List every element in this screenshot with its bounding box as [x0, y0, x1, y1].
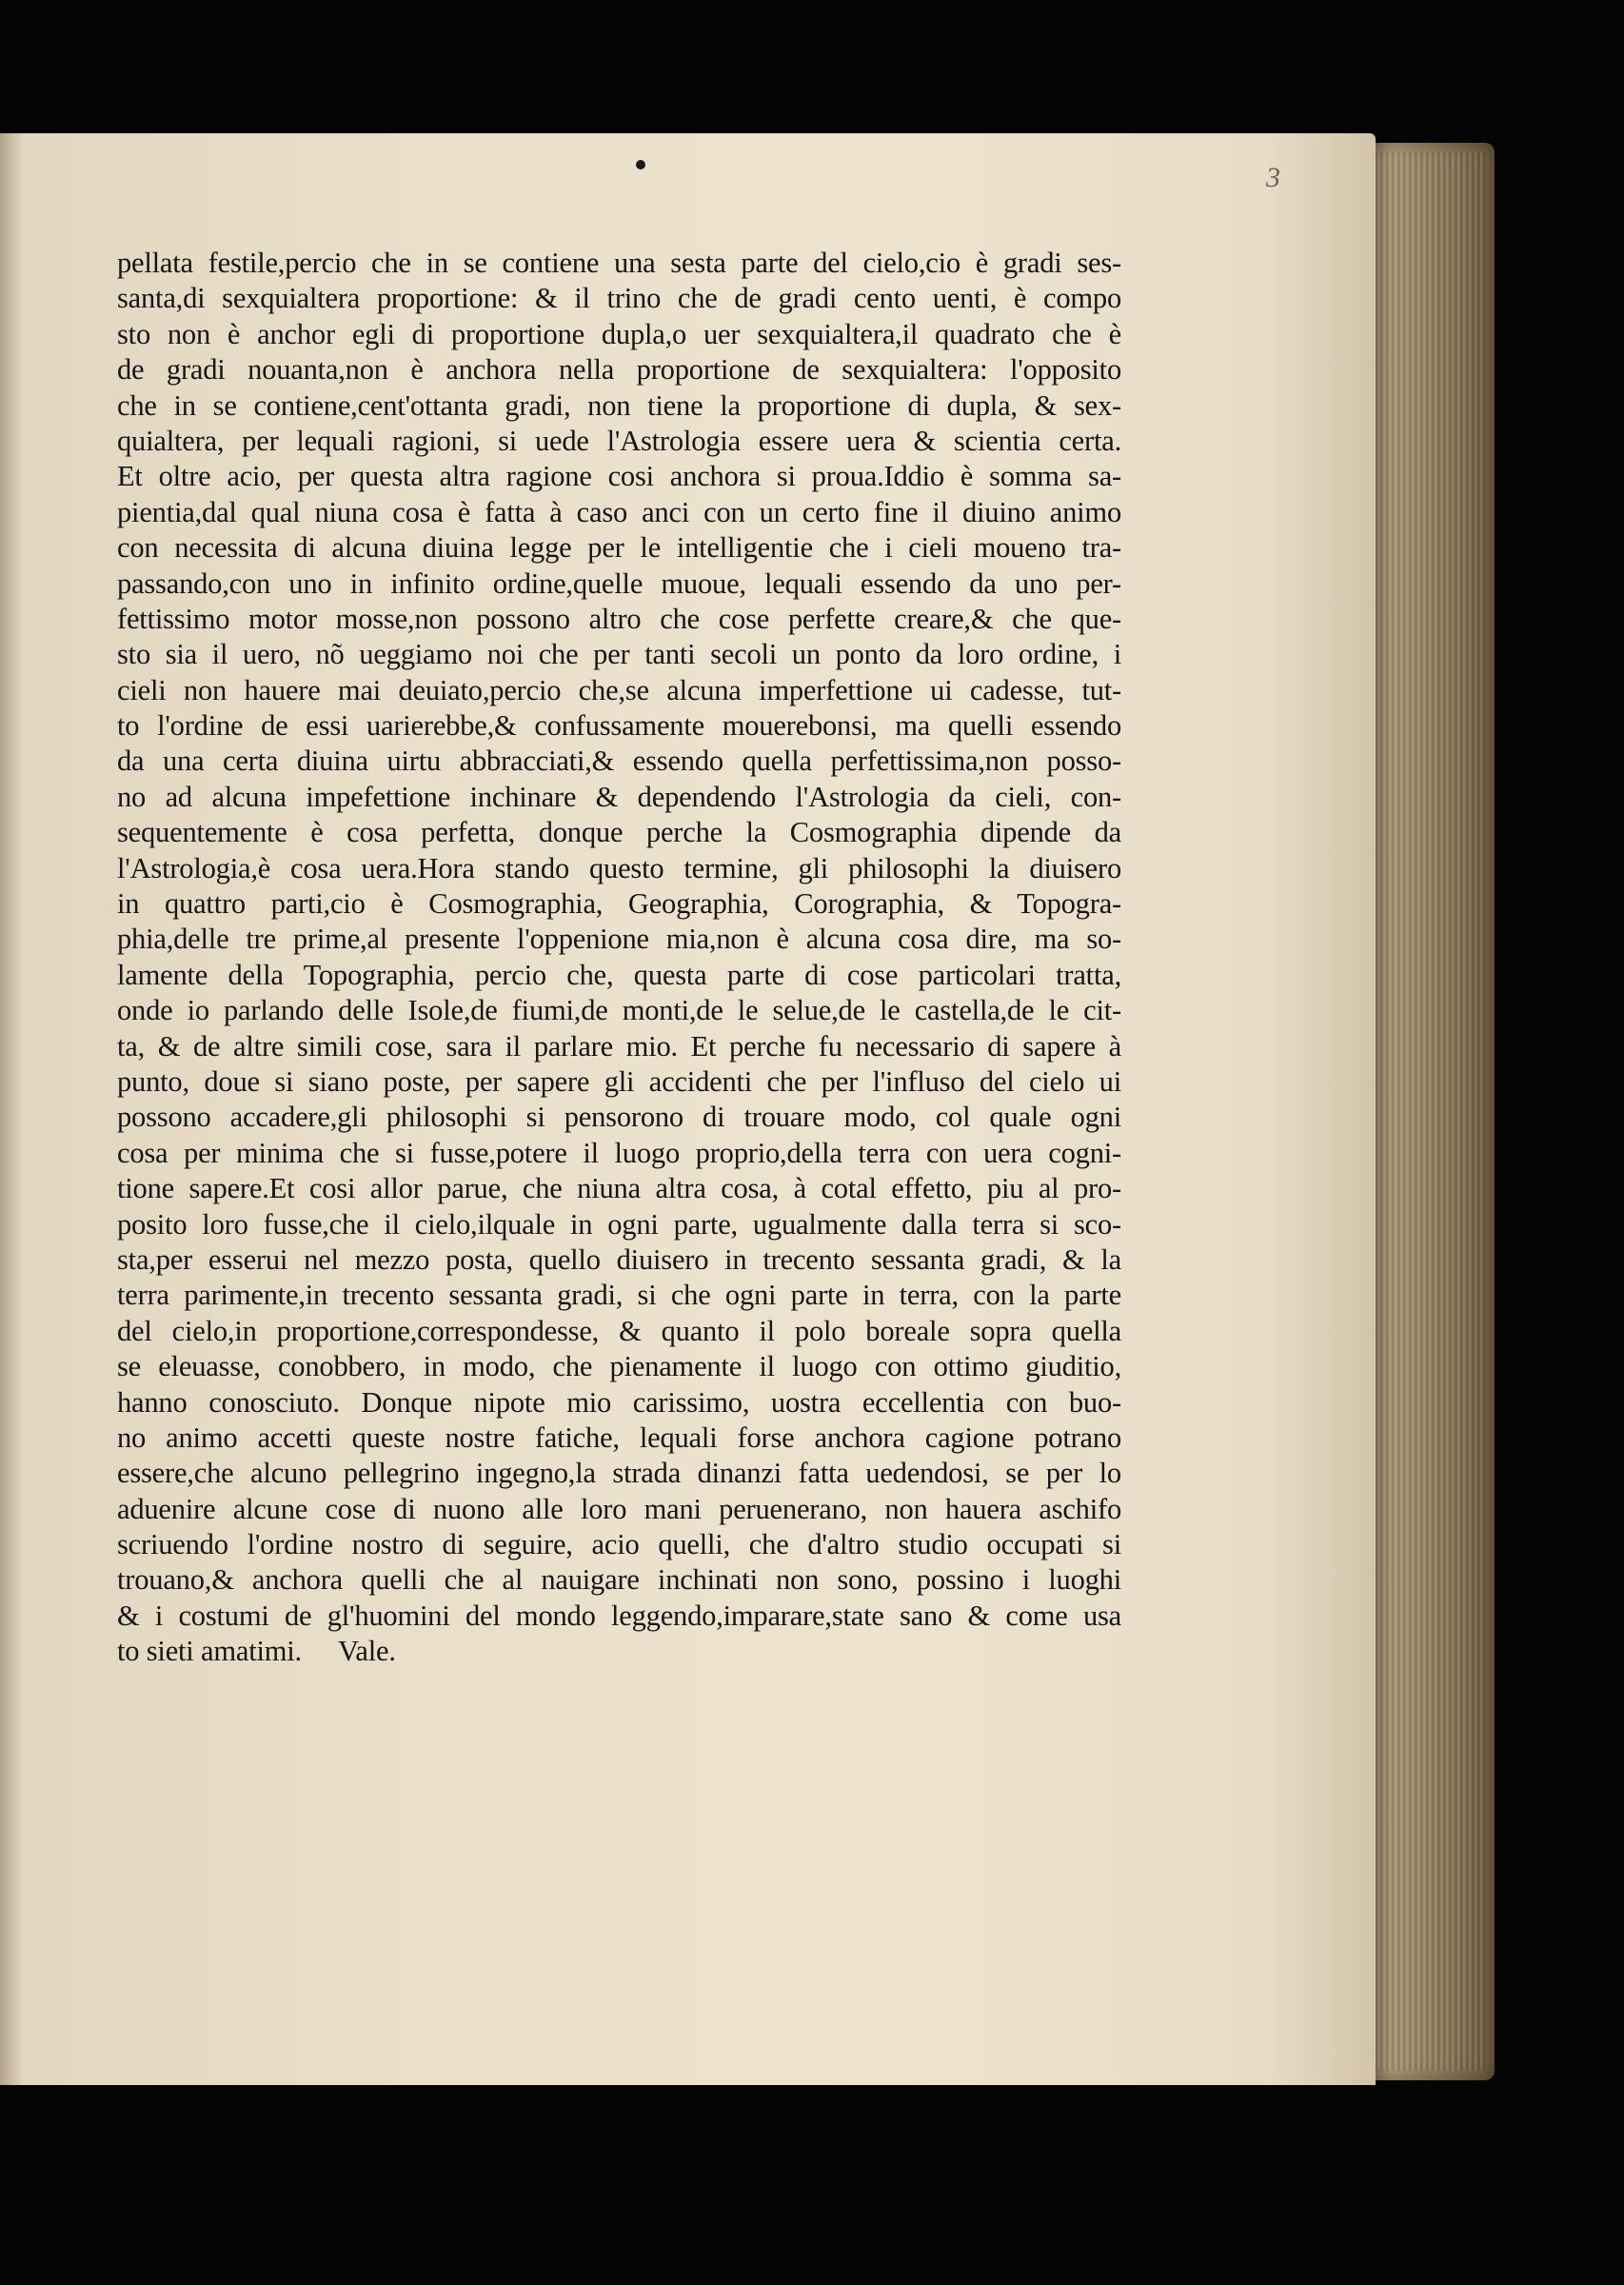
text-line-content: pellata festile,percio che in se contiene una sesta parte del cielo,cio è gradi ses-	[117, 247, 1121, 279]
text-line	[117, 637, 1121, 672]
text-line-content: sequentemente è cosa perfetta, donque perche la Cosmographia dipende da	[117, 816, 1121, 849]
text-line-content: del cielo,in proportione,correspondesse, & quanto il polo boreale sopra quella	[117, 1314, 1121, 1347]
text-line	[117, 1207, 1121, 1242]
text-line-content: cieli non hauere mai deuiato,percio che,se alcuna imperfettione ui cadesse, tut-	[117, 673, 1121, 706]
text-line-content: sto non è anchor egli di proportione dupla,o uer sexquialtera,il quadrato che è	[117, 317, 1121, 350]
text-line-content: Et oltre acio, per questa altra ragione cosi anchora si proua.Iddio è somma sa-	[117, 460, 1121, 493]
text-line	[117, 1100, 1121, 1135]
text-line	[117, 424, 1121, 459]
body-text	[117, 246, 1121, 1670]
text-line	[117, 815, 1121, 850]
text-line	[117, 1136, 1121, 1171]
text-line	[117, 1349, 1121, 1384]
text-line	[117, 993, 1121, 1028]
text-line	[117, 1385, 1121, 1421]
text-line	[117, 1492, 1121, 1527]
text-line-content: l'Astrologia,è cosa uera.Hora stando questo termine, gli philosophi la diuisero	[117, 851, 1121, 884]
text-line	[117, 1171, 1121, 1206]
text-line	[117, 780, 1121, 815]
text-line-content: in quattro parti,cio è Cosmographia, Geographia, Corographia, & Topogra-	[117, 887, 1121, 921]
text-line-content: quialtera, per lequali ragioni, si uede l'Astrologia essere uera & scientia certa.	[117, 424, 1121, 457]
text-line-content: se eleuasse, conobbero, in modo, che pienamente il luogo con ottimo giuditio,	[117, 1350, 1121, 1383]
ink-dot	[636, 160, 645, 169]
text-line	[117, 317, 1121, 352]
text-line-content: possono accadere,gli philosophi si pensorono di trouare modo, col quale ogni	[117, 1101, 1121, 1134]
text-line-content: onde io parlando delle Isole,de fiumi,de monti,de le selue,de le castella,de le cit-	[117, 994, 1121, 1027]
text-line	[117, 566, 1121, 602]
text-line-content: passando,con uno in infinito ordine,quelle muoue, lequali essendo da uno per-	[117, 566, 1121, 600]
text-line-content: hanno conosciuto. Donque nipote mio carissimo, uostra eccellentia con buo-	[117, 1385, 1121, 1419]
text-line-content: scriuendo l'ordine nostro di seguire, acio quelli, che d'altro studio occupati si	[117, 1528, 1121, 1561]
text-line	[117, 459, 1121, 494]
text-line-content: sta,per esserui nel mezzo posta, quello diuisero in trecento sessanta gradi, & la	[117, 1242, 1121, 1276]
text-line	[117, 1562, 1121, 1598]
text-line-content: no ad alcuna impefettione inchinare & dependendo l'Astrologia da cieli, con-	[117, 780, 1121, 813]
text-line-content: cosa per minima che si fusse,potere il luogo proprio,della terra con uera cogni-	[117, 1136, 1121, 1169]
text-line-content: santa,di sexquialtera proportione: & il trino che de gradi cento uenti, è compo	[117, 282, 1121, 315]
text-line-content: pientia,dal qual niuna cosa è fatta à caso anci con un certo fine il diuino animo	[117, 495, 1121, 528]
text-line-content: phia,delle tre prime,al presente l'oppenione mia,non è alcuna cosa dire, ma so-	[117, 923, 1121, 956]
folio-number: 3	[1266, 162, 1280, 193]
text-line-content: posito loro fusse,che il cielo,ilquale in ogni parte, ugualmente dalla terra si sco-	[117, 1207, 1121, 1241]
text-line	[117, 1278, 1121, 1313]
text-line	[117, 744, 1121, 779]
text-line-content: lamente della Topographia, percio che, questa parte di cose particolari tratta,	[117, 958, 1121, 991]
text-line	[117, 246, 1121, 281]
text-line	[117, 958, 1121, 993]
text-line-content: to sieti amatimi.	[117, 1635, 302, 1668]
text-line-content: trouano,& anchora quelli che al nauigare inchinati non sono, possino i luoghi	[117, 1563, 1121, 1597]
text-line	[117, 708, 1121, 744]
text-line-content: fettissimo motor mosse,non possono altro che cose perfette creare,& che que-	[117, 602, 1121, 635]
text-line	[117, 922, 1121, 957]
text-line-content: punto, doue si siano poste, per sapere gli accidenti che per l'influso del cielo ui	[117, 1064, 1121, 1098]
text-line-content: con necessita di alcuna diuina legge per le intelligentie che i cieli moueno tra-	[117, 531, 1121, 565]
text-line	[117, 602, 1121, 637]
text-line-content: de gradi nouanta,non è anchora nella proportione de sexquialtera: l'opposito	[117, 353, 1121, 387]
text-line	[117, 1527, 1121, 1562]
text-line-content: ta, & de altre simili cose, sara il parlare mio. Et perche fu necessario di sapere à	[117, 1029, 1121, 1063]
text-line	[117, 530, 1121, 566]
text-line	[117, 352, 1121, 387]
text-line	[117, 851, 1121, 886]
text-line-content: terra parimente,in trecento sessanta gradi, si che ogni parte in terra, con la parte	[117, 1279, 1121, 1312]
text-line	[117, 1242, 1121, 1278]
text-line	[117, 388, 1121, 424]
text-line-content: & i costumi de gl'huomini del mondo leggendo,imparare,state sano & come usa	[117, 1599, 1121, 1632]
text-line	[117, 1314, 1121, 1349]
text-line	[117, 1456, 1121, 1491]
text-line-content: to l'ordine de essi uarierebbe,& confussamente mouerebonsi, ma quelli essendo	[117, 709, 1121, 743]
text-line-content: aduenire alcune cose di nuono alle loro mani peruenerano, non hauera aschifo	[117, 1492, 1121, 1525]
text-line	[117, 1634, 1121, 1669]
text-line	[117, 886, 1121, 922]
text-line-content: da una certa diuina uirtu abbracciati,& essendo quella perfettissima,non posso-	[117, 745, 1121, 778]
text-line-content: tione sapere.Et cosi allor parue, che niuna altra cosa, à cotal effetto, piu al pro-	[117, 1172, 1121, 1205]
text-line	[117, 495, 1121, 530]
text-line-content: che in se contiene,cent'ottanta gradi, non tiene la proportione di dupla, & sex-	[117, 388, 1121, 422]
text-line	[117, 281, 1121, 316]
text-line	[117, 1421, 1121, 1456]
text-line-content: essere,che alcuno pellegrino ingegno,la strada dinanzi fatta uedendosi, se per lo	[117, 1457, 1121, 1490]
closing-word: Vale.	[337, 1635, 396, 1668]
text-line	[117, 1029, 1121, 1064]
text-line	[117, 1599, 1121, 1634]
text-line-content: sto sia il uero, nõ ueggiamo noi che per tanti secoli un ponto da loro ordine, i	[117, 638, 1121, 671]
text-line	[117, 673, 1121, 708]
text-line-content: no animo accetti queste nostre fatiche, lequali forse anchora cagione potrano	[117, 1421, 1121, 1454]
text-line	[117, 1064, 1121, 1100]
